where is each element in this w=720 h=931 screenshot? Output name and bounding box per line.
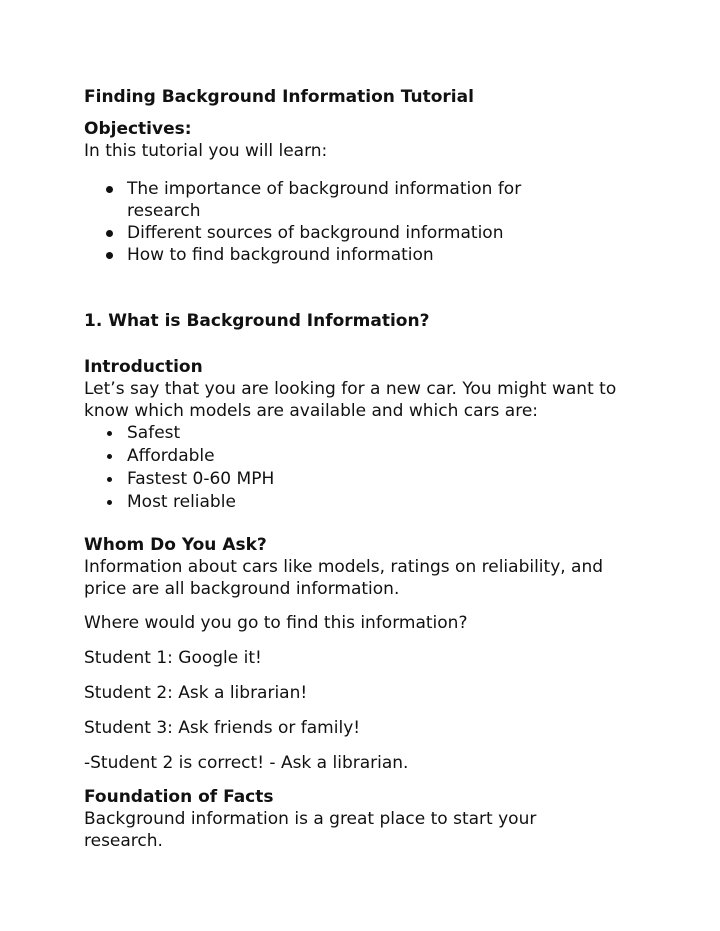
document-page xyxy=(84,86,684,852)
criteria-text: Fastest 0-60 MPH xyxy=(127,469,275,489)
bullet-icon xyxy=(107,500,112,505)
bullet-icon xyxy=(106,252,113,259)
criteria-text: Safest xyxy=(127,423,181,443)
criteria-text: Affordable xyxy=(127,446,215,466)
objective-text: The importance of background information for research xyxy=(127,179,522,221)
answer-text: Student 2: Ask a librarian! xyxy=(84,683,308,703)
objectives-lead: In this tutorial you will learn: xyxy=(84,141,328,161)
car-criteria-list xyxy=(84,422,684,514)
objective-text: Different sources of background information xyxy=(127,223,504,243)
whom-heading: Whom Do You Ask? xyxy=(84,535,267,555)
bullet-icon xyxy=(106,186,113,193)
objective-text: How to find background information xyxy=(127,245,434,265)
bullet-icon xyxy=(107,431,112,436)
introduction-text: Let’s say that you are looking for a new car. You might want to know which models are available and which cars are: xyxy=(84,379,617,421)
introduction-heading: Introduction xyxy=(84,357,203,377)
bullet-icon xyxy=(106,230,113,237)
foundation-heading: Foundation of Facts xyxy=(84,787,274,807)
criteria-item xyxy=(106,468,684,491)
answer-text: -Student 2 is correct! - Ask a librarian. xyxy=(84,753,409,773)
document-title: Finding Background Information Tutorial xyxy=(84,87,474,107)
criteria-item xyxy=(106,422,684,445)
criteria-item xyxy=(106,491,684,514)
objective-item xyxy=(106,222,557,244)
section-1-heading: 1. What is Background Information? xyxy=(84,311,430,331)
objective-item xyxy=(106,244,557,266)
bullet-icon xyxy=(107,454,112,459)
criteria-item xyxy=(106,445,684,468)
answer-text: Student 3: Ask friends or family! xyxy=(84,718,361,738)
answer-text: Student 1: Google it! xyxy=(84,648,262,668)
criteria-text: Most reliable xyxy=(127,492,236,512)
bullet-icon xyxy=(107,477,112,482)
foundation-text: Background information is a great place to start your research. xyxy=(84,809,537,851)
question-text: Where would you go to find this information? xyxy=(84,613,468,633)
objective-item xyxy=(106,178,557,222)
objectives-list xyxy=(84,178,684,266)
objectives-heading: Objectives: xyxy=(84,119,192,139)
whom-text: Information about cars like models, ratings on reliability, and price are all background information. xyxy=(84,557,604,599)
